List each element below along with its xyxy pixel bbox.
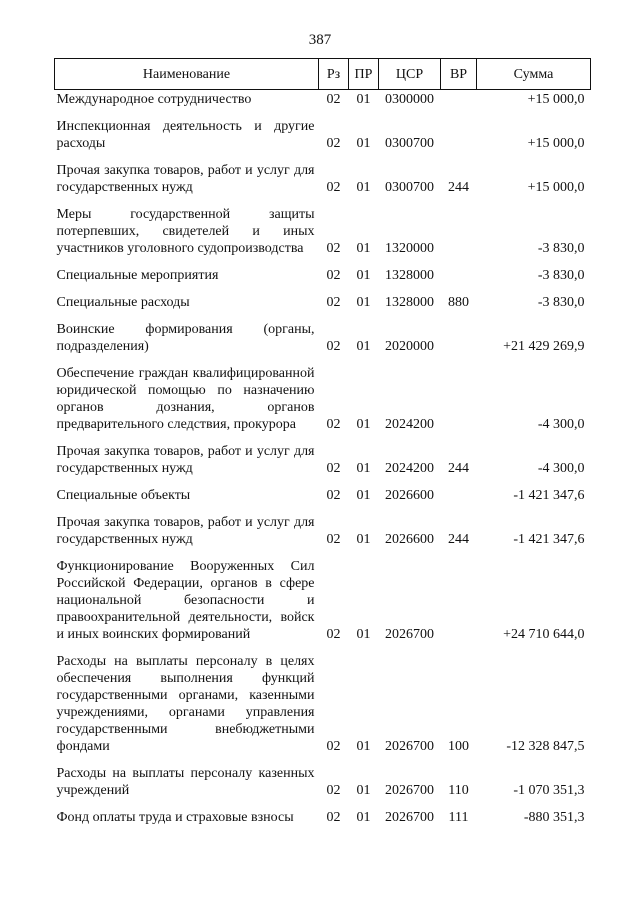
row-name: Инспекционная деятельность и другие расходы xyxy=(56,118,315,151)
row-vr xyxy=(441,315,477,359)
header-pr: ПР xyxy=(349,59,379,90)
page-number: 387 xyxy=(308,32,332,48)
row-pr: 01 xyxy=(356,487,371,503)
row-pr: 01 xyxy=(356,738,371,754)
table-row xyxy=(55,437,591,481)
row-pr: 01 xyxy=(356,338,371,354)
row-vr: 111 xyxy=(448,809,469,825)
row-rz: 02 xyxy=(326,91,341,107)
row-vr xyxy=(441,90,477,112)
row-name: Воинские формирования (органы, подразделения) xyxy=(56,321,315,354)
row-csr: 1320000 xyxy=(385,240,434,256)
row-pr: 01 xyxy=(356,267,371,283)
row-vr xyxy=(441,481,477,508)
table-row xyxy=(55,803,591,830)
table-row xyxy=(55,156,591,200)
row-vr: 110 xyxy=(448,782,469,798)
row-pr: 01 xyxy=(356,91,371,107)
row-name: Специальные объекты xyxy=(56,487,191,503)
row-rz: 02 xyxy=(326,338,341,354)
table-row xyxy=(55,359,591,437)
table-row xyxy=(55,200,591,261)
row-csr: 2024200 xyxy=(385,460,434,476)
row-vr xyxy=(441,552,477,647)
row-rz: 02 xyxy=(326,135,341,151)
budget-table xyxy=(54,58,591,830)
row-csr: 0300000 xyxy=(385,91,434,107)
row-pr: 01 xyxy=(356,179,371,195)
row-sum: -1 421 347,6 xyxy=(513,531,585,547)
row-name: Прочая закупка товаров, работ и услуг для государственных нужд xyxy=(56,514,315,547)
header-vr: ВР xyxy=(441,59,477,90)
row-vr xyxy=(441,359,477,437)
row-vr xyxy=(441,112,477,156)
row-csr: 1328000 xyxy=(385,267,434,283)
row-name: Прочая закупка товаров, работ и услуг для государственных нужд xyxy=(56,443,315,476)
row-name: Специальные мероприятия xyxy=(56,267,219,283)
row-name: Обеспечение граждан квалифицированной юридической помощью по назначению органов дознания, органов предварительного следствия, прокурора xyxy=(56,365,315,432)
table-row xyxy=(55,90,591,112)
row-csr: 2026700 xyxy=(385,738,434,754)
row-pr: 01 xyxy=(356,416,371,432)
table-row xyxy=(55,261,591,288)
row-vr xyxy=(441,261,477,288)
row-vr: 244 xyxy=(448,460,469,476)
table-row xyxy=(55,759,591,803)
row-rz: 02 xyxy=(326,531,341,547)
row-sum: +15 000,0 xyxy=(527,179,585,195)
row-rz: 02 xyxy=(326,487,341,503)
row-name: Расходы на выплаты персоналу казенных учреждений xyxy=(56,765,315,798)
row-vr: 880 xyxy=(448,294,469,310)
row-pr: 01 xyxy=(356,626,371,642)
row-sum: -1 070 351,3 xyxy=(513,782,585,798)
row-sum: -1 421 347,6 xyxy=(513,487,585,503)
row-name: Функционирование Вооруженных Сил Российской Федерации, органов в сфере национальной безопасности и правоохранительной деятельности, войск и иных воинских формирований xyxy=(56,558,315,642)
row-pr: 01 xyxy=(356,782,371,798)
row-rz: 02 xyxy=(326,738,341,754)
row-csr: 2020000 xyxy=(385,338,434,354)
row-sum: +15 000,0 xyxy=(527,91,585,107)
row-name: Меры государственной защиты потерпевших, свидетелей и иных участников уголовного судопроизводства xyxy=(56,206,315,256)
row-csr: 2026600 xyxy=(385,487,434,503)
row-rz: 02 xyxy=(326,626,341,642)
row-sum: -880 351,3 xyxy=(523,809,585,825)
row-sum: -3 830,0 xyxy=(537,294,585,310)
row-vr xyxy=(441,200,477,261)
row-sum: +15 000,0 xyxy=(527,135,585,151)
row-name: Расходы на выплаты персоналу в целях обеспечения выполнения функций государственными органами, казенными учреждениями, органами управления государственными внебюджетными фондами xyxy=(56,653,315,754)
header-name: Наименование xyxy=(55,59,319,90)
table-row xyxy=(55,481,591,508)
row-rz: 02 xyxy=(326,240,341,256)
row-csr: 2026700 xyxy=(385,809,434,825)
row-rz: 02 xyxy=(326,460,341,476)
row-name: Фонд оплаты труда и страховые взносы xyxy=(56,809,294,825)
row-rz: 02 xyxy=(326,416,341,432)
row-sum: -3 830,0 xyxy=(537,267,585,283)
row-sum: -3 830,0 xyxy=(537,240,585,256)
table-body xyxy=(55,90,591,830)
table-row xyxy=(55,552,591,647)
header-sum: Сумма xyxy=(477,59,591,90)
row-csr: 2026600 xyxy=(385,531,434,547)
table-row xyxy=(55,112,591,156)
row-vr: 100 xyxy=(448,738,469,754)
row-rz: 02 xyxy=(326,294,341,310)
row-pr: 01 xyxy=(356,460,371,476)
table-row xyxy=(55,508,591,552)
header-csr: ЦСР xyxy=(379,59,441,90)
row-pr: 01 xyxy=(356,294,371,310)
row-vr: 244 xyxy=(448,179,469,195)
row-pr: 01 xyxy=(356,135,371,151)
table-header xyxy=(55,59,591,90)
row-pr: 01 xyxy=(356,531,371,547)
row-name: Специальные расходы xyxy=(56,294,190,310)
row-name: Международное сотрудничество xyxy=(56,91,252,107)
row-csr: 2024200 xyxy=(385,416,434,432)
row-csr: 2026700 xyxy=(385,782,434,798)
row-rz: 02 xyxy=(326,179,341,195)
row-csr: 0300700 xyxy=(385,179,434,195)
table-row xyxy=(55,288,591,315)
row-rz: 02 xyxy=(326,782,341,798)
row-csr: 2026700 xyxy=(385,626,434,642)
row-name: Прочая закупка товаров, работ и услуг для государственных нужд xyxy=(56,162,315,195)
row-sum: +21 429 269,9 xyxy=(503,338,585,354)
row-csr: 1328000 xyxy=(385,294,434,310)
row-sum: +24 710 644,0 xyxy=(503,626,585,642)
header-rz: Рз xyxy=(319,59,349,90)
table-row xyxy=(55,647,591,759)
row-csr: 0300700 xyxy=(385,135,434,151)
row-sum: -12 328 847,5 xyxy=(506,738,585,754)
row-vr: 244 xyxy=(448,531,469,547)
row-rz: 02 xyxy=(326,809,341,825)
row-sum: -4 300,0 xyxy=(537,416,585,432)
table-row xyxy=(55,315,591,359)
row-pr: 01 xyxy=(356,240,371,256)
row-rz: 02 xyxy=(326,267,341,283)
row-sum: -4 300,0 xyxy=(537,460,585,476)
row-pr: 01 xyxy=(356,809,371,825)
